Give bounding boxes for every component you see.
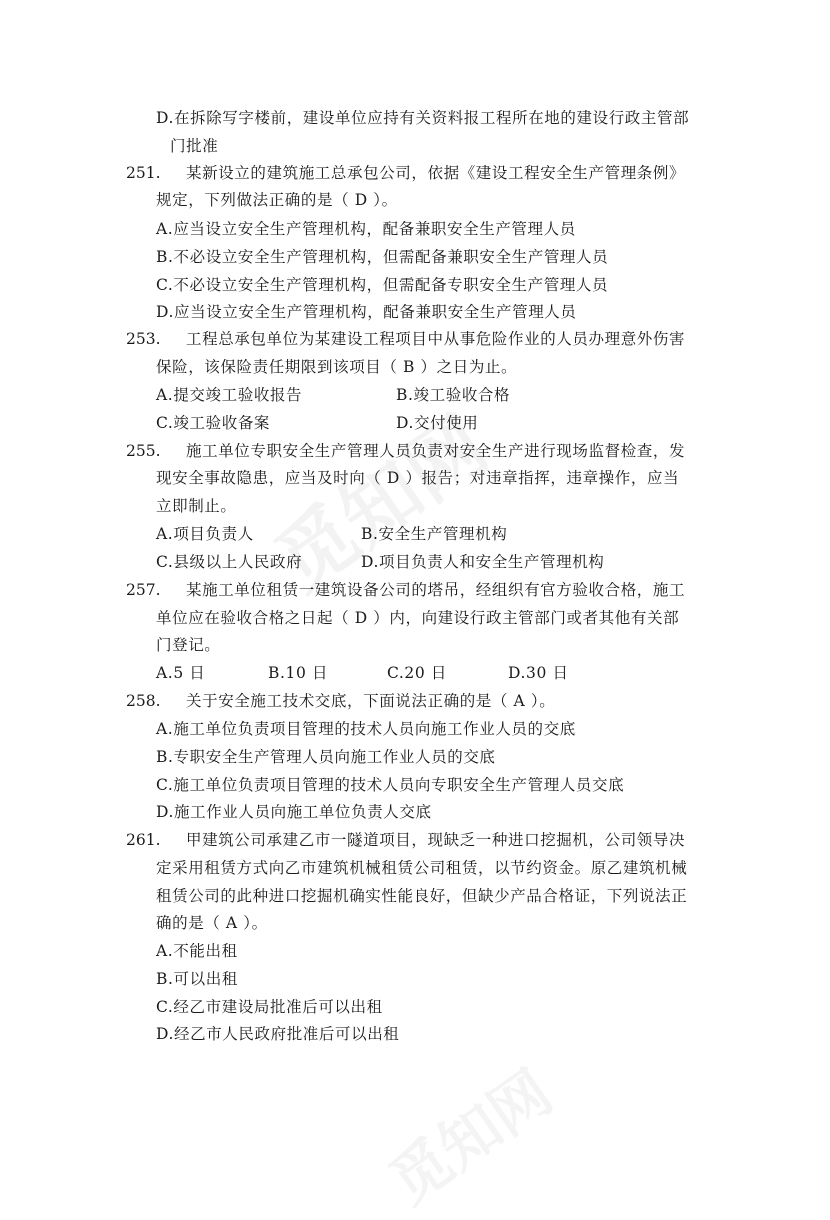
q257-option-b: B.10 日 [268,664,329,682]
q253-option-a: A.提交竣工验收报告 [156,386,303,404]
q258-option-d: D.施工作业人员向施工单位负责人交底 [156,803,432,821]
q261-option-a: A.不能出租 [156,942,238,960]
q253-option-c: C.竣工验收备案 [156,414,271,432]
q255-stem: 施工单位专职安全生产管理人员负责对安全生产进行现场监督检查，发 [186,442,686,460]
q255-option-b: B.安全生产管理机构 [361,525,508,543]
q255-option-c: C.县级以上人民政府 [156,553,303,571]
q253-number: 253. [126,330,161,348]
q255-option-a: A.项目负责人 [156,525,254,543]
q253-stem-cont: 保险，该保险责任期限到该项目（ B ）之日为止。 [156,358,518,376]
q250-option-d: D.在拆除写字楼前，建设单位应持有关资料报工程所在地的建设行政主管部 [156,109,690,127]
q251-number: 251. [126,164,161,182]
q257-stem-cont: 单位应在验收合格之日起（ D ）内，向建设行政主管部门或者其他有关部 [156,609,680,627]
q261-option-c: C.经乙市建设局批准后可以出租 [156,998,383,1016]
q255-stem-cont2: 立即制止。 [156,497,237,515]
q251-option-b: B.不必设立安全生产管理机构，但需配备兼职安全生产管理人员 [156,248,609,266]
q257-stem: 某施工单位租赁一建筑设备公司的塔吊，经组织有官方验收合格，施工 [186,581,686,599]
q257-stem-cont2: 门登记。 [156,636,221,654]
q255-option-d: D.项目负责人和安全生产管理机构 [361,553,605,571]
q257-option-a: A.5 日 [156,664,206,682]
q253-option-d: D.交付使用 [396,414,479,432]
q261-number: 261. [126,831,161,849]
q251-option-a: A.应当设立安全生产管理机构，配备兼职安全生产管理人员 [156,220,576,238]
q251-stem-cont: 规定，下列做法正确的是（ D ）。 [156,191,398,209]
watermark-text-bottom [370,1047,567,1220]
q257-option-c: C.20 日 [387,664,447,682]
q261-stem: 甲建筑公司承建乙市一隧道项目，现缺乏一种进口挖掘机，公司领导决 [186,831,686,849]
q258-stem: 关于安全施工技术交底，下面说法正确的是（ A ）。 [186,692,556,710]
q251-option-c: C.不必设立安全生产管理机构，但需配备专职安全生产管理人员 [156,276,609,294]
q257-number: 257. [126,581,161,599]
q258-option-b: B.专职安全生产管理人员向施工作业人员的交底 [156,748,496,766]
q253-stem: 工程总承包单位为某建设工程项目中从事危险作业的人员办理意外伤害 [186,330,686,348]
q258-option-c: C.施工单位负责项目管理的技术人员向专职安全生产管理人员交底 [156,776,625,794]
q261-stem-cont2: 租赁公司的此种进口挖掘机确实性能良好，但缺少产品合格证，下列说法正 [156,887,688,905]
q255-stem-cont: 现安全事故隐患，应当及时向（ D ）报告；对违章指挥，违章操作，应当 [156,469,680,487]
q255-number: 255. [126,442,161,460]
q251-option-d: D.应当设立安全生产管理机构，配备兼职安全生产管理人员 [156,303,577,321]
q261-option-b: B.可以出租 [156,970,238,988]
q251-stem: 某新设立的建筑施工总承包公司，依据《建设工程安全生产管理条例》 [186,164,686,182]
q253-option-b: B.竣工验收合格 [396,386,511,404]
q257-option-d: D.30 日 [508,664,569,682]
q258-option-a: A.施工单位负责项目管理的技术人员向施工作业人员的交底 [156,720,576,738]
q261-option-d: D.经乙市人民政府批准后可以出租 [156,1025,400,1043]
q250-option-d-cont: 门批准 [170,137,219,155]
q261-stem-cont3: 确的是（ A ）。 [156,914,268,932]
q261-stem-cont: 定采用租赁方式向乙市建筑机械租赁公司租赁，以节约资金。原乙建筑机械 [156,859,688,877]
q258-number: 258. [126,692,161,710]
